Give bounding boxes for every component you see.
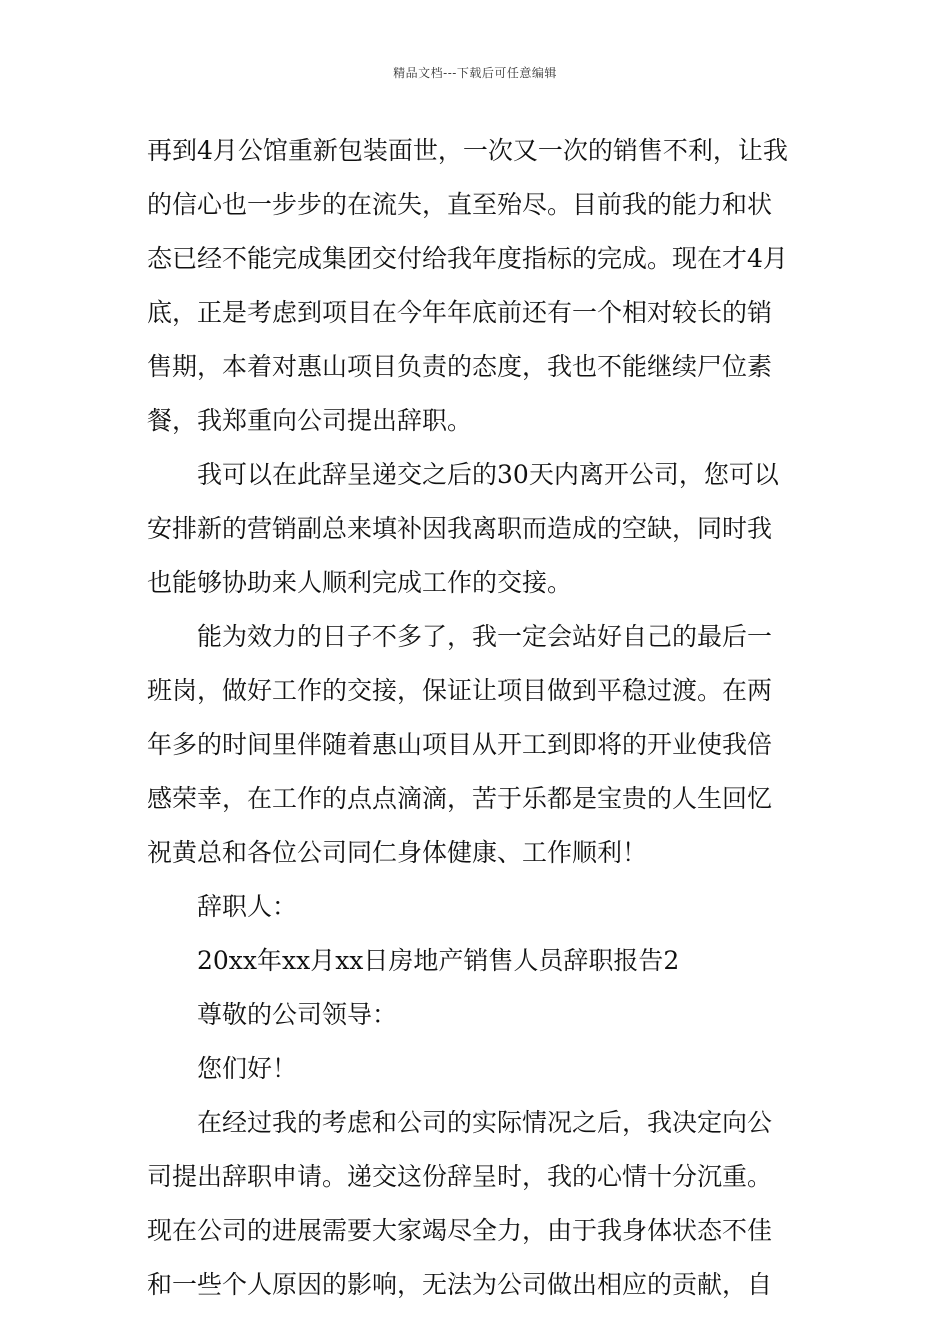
text-line-indented: 在经过我的考虑和公司的实际情况之后，我决定向公: [197, 1108, 773, 1137]
greeting: 您们好！: [197, 1054, 298, 1083]
document-body: [147, 124, 807, 1312]
text-line: 和一些个人原因的影响，无法为公司做出相应的贡献，自: [147, 1270, 773, 1299]
text-line: 司提出辞职申请。递交这份辞呈时，我的心情十分沉重。: [147, 1162, 773, 1191]
text-line: 祝黄总和各位公司同仁身体健康、工作顺利！: [147, 838, 648, 867]
text-line: 底，正是考虑到项目在今年年底前还有一个相对较长的销: [147, 298, 773, 327]
text-line: 售期，本着对惠山项目负责的态度，我也不能继续尸位素: [147, 352, 773, 381]
signature-label: 辞职人：: [197, 892, 298, 921]
text-line: 班岗，做好工作的交接，保证让项目做到平稳过渡。在两: [147, 676, 773, 705]
text-line-indented: 能为效力的日子不多了，我一定会站好自己的最后一: [197, 622, 773, 651]
text-line: 也能够协助来人顺利完成工作的交接。: [147, 568, 573, 597]
text-line-indented: 我可以在此辞呈递交之后的30天内离开公司，您可以: [197, 460, 779, 489]
text-line: 态已经不能完成集团交付给我年度指标的完成。现在才4月: [147, 244, 788, 273]
text-line: 现在公司的进展需要大家竭尽全力，由于我身体状态不佳: [147, 1216, 773, 1245]
text-line: 再到4月公馆重新包装面世，一次又一次的销售不利，让我: [147, 136, 788, 165]
text-line: 餐，我郑重向公司提出辞职。: [147, 406, 473, 435]
salutation: 尊敬的公司领导：: [197, 1000, 398, 1029]
text-line: 的信心也一步步的在流失，直至殆尽。目前我的能力和状: [147, 190, 773, 219]
date-and-title-line: 20xx年xx月xx日房地产销售人员辞职报告2: [197, 946, 680, 975]
text-line: 安排新的营销副总来填补因我离职而造成的空缺，同时我: [147, 514, 773, 543]
text-line: 感荣幸，在工作的点点滴滴，苦于乐都是宝贵的人生回忆: [147, 784, 773, 813]
text-line: 年多的时间里伴随着惠山项目从开工到即将的开业使我倍: [147, 730, 773, 759]
document-header: 精品文档---下载后可任意编辑: [393, 66, 557, 80]
